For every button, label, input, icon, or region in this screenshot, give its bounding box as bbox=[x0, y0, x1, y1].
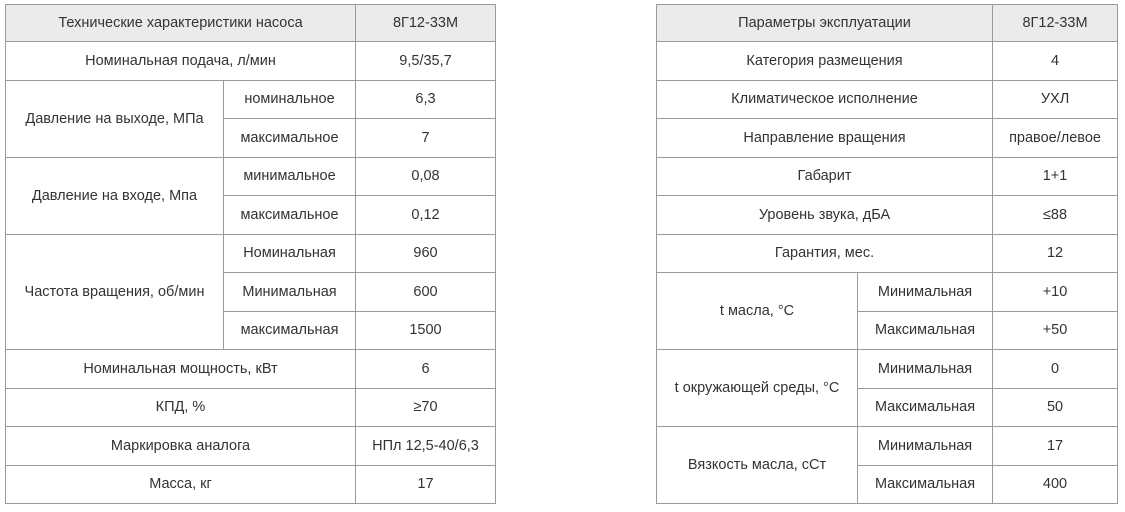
row-label: Направление вращения bbox=[657, 119, 993, 158]
table-row bbox=[657, 273, 1118, 312]
row-label: Маркировка аналога bbox=[6, 427, 356, 466]
row-label: Климатическое исполнение bbox=[657, 80, 993, 119]
row-group-label: Частота вращения, об/мин bbox=[6, 234, 224, 350]
row-value: правое/левое bbox=[993, 119, 1118, 158]
row-value: 0,12 bbox=[356, 196, 496, 235]
row-value: +10 bbox=[993, 273, 1118, 312]
table-row bbox=[657, 196, 1118, 235]
row-label: Категория размещения bbox=[657, 42, 993, 81]
row-value: ≥70 bbox=[356, 388, 496, 427]
row-group-label: Давление на выходе, МПа bbox=[6, 80, 224, 157]
row-label: Номинальная подача, л/мин bbox=[6, 42, 356, 81]
row-value: 960 bbox=[356, 234, 496, 273]
row-group-label: t масла, °С bbox=[657, 273, 858, 350]
row-value: 50 bbox=[993, 388, 1118, 427]
row-sublabel: Минимальная bbox=[858, 273, 993, 312]
row-label: Гарантия, мес. bbox=[657, 234, 993, 273]
table-row bbox=[6, 42, 496, 81]
header-model: 8Г12-33М bbox=[993, 5, 1118, 42]
table-row bbox=[6, 350, 496, 389]
table-row bbox=[657, 427, 1118, 466]
row-value: 17 bbox=[356, 465, 496, 504]
row-value: НПл 12,5-40/6,3 bbox=[356, 427, 496, 466]
table-row bbox=[6, 234, 496, 273]
row-value: УХЛ bbox=[993, 80, 1118, 119]
header-model: 8Г12-33М bbox=[356, 5, 496, 42]
row-label: КПД, % bbox=[6, 388, 356, 427]
header-title: Параметры эксплуатации bbox=[657, 5, 993, 42]
row-value: 0 bbox=[993, 350, 1118, 389]
table-row bbox=[6, 465, 496, 504]
row-sublabel: минимальное bbox=[224, 157, 356, 196]
row-value: 6,3 bbox=[356, 80, 496, 119]
row-value: 400 bbox=[993, 465, 1118, 504]
row-sublabel: номинальное bbox=[224, 80, 356, 119]
row-value: 7 bbox=[356, 119, 496, 158]
table-row bbox=[6, 157, 496, 196]
table-row bbox=[657, 42, 1118, 81]
table-row bbox=[657, 157, 1118, 196]
row-value: 4 bbox=[993, 42, 1118, 81]
table-row bbox=[6, 388, 496, 427]
row-value: ≤88 bbox=[993, 196, 1118, 235]
row-label: Масса, кг bbox=[6, 465, 356, 504]
row-label: Номинальная мощность, кВт bbox=[6, 350, 356, 389]
row-group-label: Давление на входе, Мпа bbox=[6, 157, 224, 234]
row-label: Габарит bbox=[657, 157, 993, 196]
table-row bbox=[657, 350, 1118, 389]
table-row bbox=[6, 427, 496, 466]
table-row bbox=[657, 234, 1118, 273]
row-value: 9,5/35,7 bbox=[356, 42, 496, 81]
row-value: 6 bbox=[356, 350, 496, 389]
row-value: 0,08 bbox=[356, 157, 496, 196]
table-row bbox=[6, 80, 496, 119]
row-sublabel: Максимальная bbox=[858, 465, 993, 504]
table-row bbox=[657, 119, 1118, 158]
table-row bbox=[657, 80, 1118, 119]
row-sublabel: максимальное bbox=[224, 119, 356, 158]
row-value: 600 bbox=[356, 273, 496, 312]
table-header-row bbox=[6, 5, 496, 42]
row-value: +50 bbox=[993, 311, 1118, 350]
row-sublabel: максимальная bbox=[224, 311, 356, 350]
pump-specs-table bbox=[5, 4, 496, 504]
row-value: 1500 bbox=[356, 311, 496, 350]
operating-params-table bbox=[656, 4, 1118, 504]
row-sublabel: Минимальная bbox=[224, 273, 356, 312]
row-value: 1+1 bbox=[993, 157, 1118, 196]
row-sublabel: Максимальная bbox=[858, 311, 993, 350]
header-title: Технические характеристики насоса bbox=[6, 5, 356, 42]
row-sublabel: максимальное bbox=[224, 196, 356, 235]
row-sublabel: Максимальная bbox=[858, 388, 993, 427]
table-header-row bbox=[657, 5, 1118, 42]
row-label: Уровень звука, дБА bbox=[657, 196, 993, 235]
row-sublabel: Минимальная bbox=[858, 350, 993, 389]
row-value: 17 bbox=[993, 427, 1118, 466]
row-group-label: Вязкость масла, сСт bbox=[657, 427, 858, 504]
row-value: 12 bbox=[993, 234, 1118, 273]
row-group-label: t окружающей среды, °С bbox=[657, 350, 858, 427]
row-sublabel: Номинальная bbox=[224, 234, 356, 273]
row-sublabel: Минимальная bbox=[858, 427, 993, 466]
